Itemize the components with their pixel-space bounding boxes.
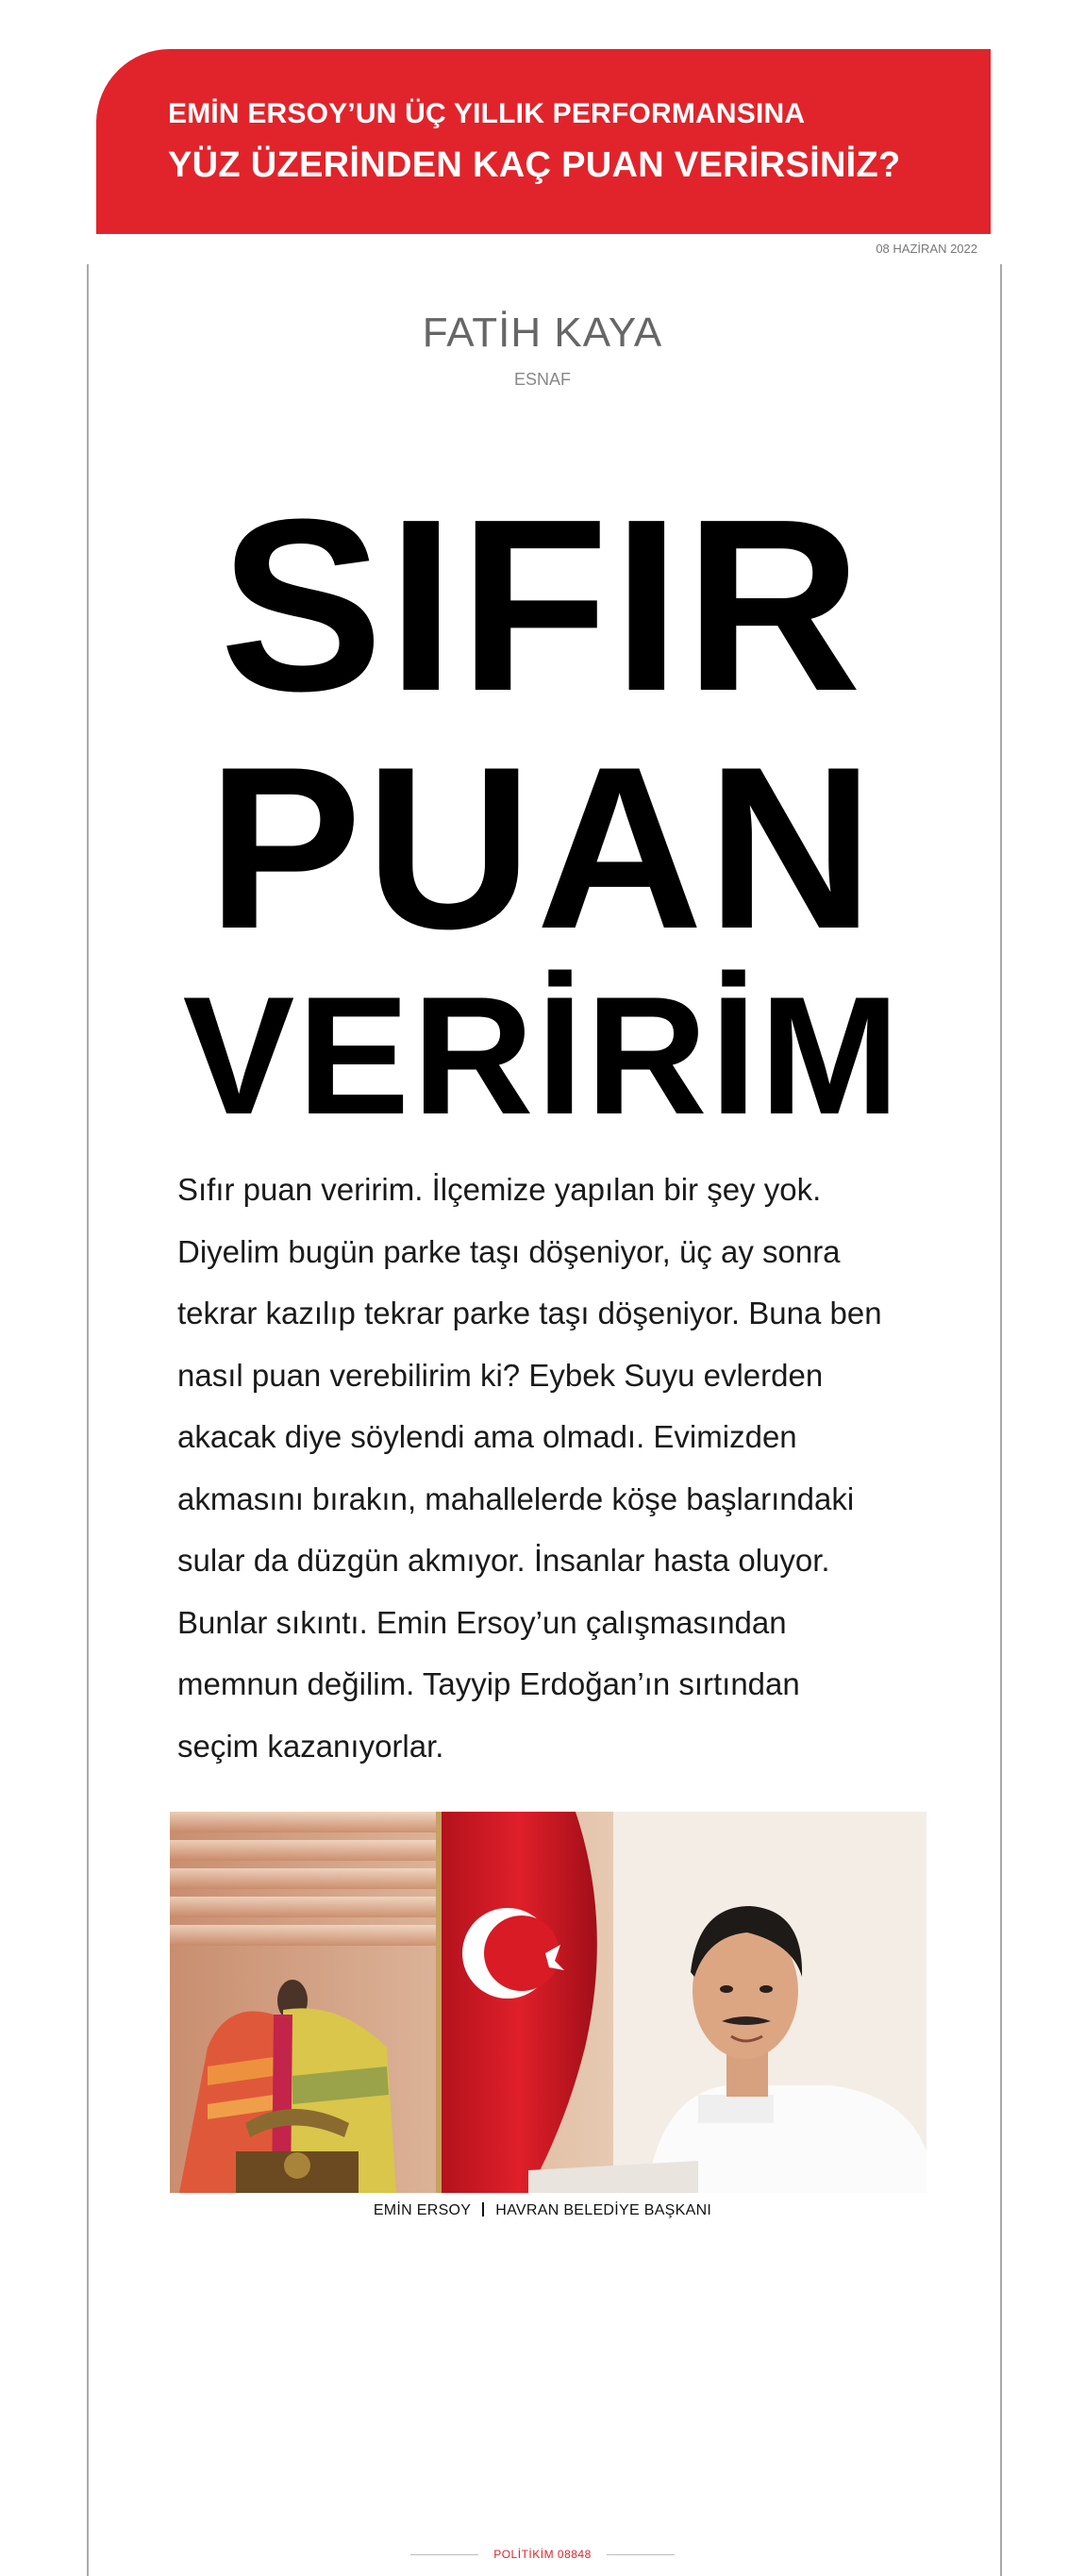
footer-label: POLİTİKİM 08848 <box>493 2548 592 2561</box>
body-line: nasıl puan verebilirim ki? Eybek Suyu evlerden <box>177 1357 824 1393</box>
body-line: sular da düzgün akmıyor. İnsanlar hasta oluyor. <box>177 1543 830 1578</box>
caption-name: EMİN ERSOY <box>373 2202 472 2218</box>
body-line: Sıfır puan veririm. İlçemize yapılan bir şey yok. <box>177 1172 822 1207</box>
author-role: ESNAF <box>513 370 571 389</box>
body-line: akacak diye söylendi ama olmadı. Evimizden <box>177 1419 797 1454</box>
mayor-photo <box>170 1812 926 2193</box>
body-line: seçim kazanıyorlar. <box>177 1728 444 1764</box>
headline-line-2: PUAN <box>207 718 878 977</box>
header-banner <box>96 49 991 234</box>
body-line: tekrar kazılıp tekrar parke taşı döşeniyor. Buna ben <box>177 1296 882 1330</box>
photo-caption <box>0 2202 1085 2219</box>
body-line: memnun değilim. Tayyip Erdoğan’ın sırtından <box>177 1666 800 1701</box>
body-line: akmasını bırakın, mahallelerde köşe başlarındaki <box>177 1480 855 1516</box>
banner-question-line-1: EMİN ERSOY’UN ÜÇ YILLIK PERFORMANSINA <box>168 98 806 129</box>
caption-separator <box>482 2202 484 2216</box>
publication-date: 08 HAZİRAN 2022 <box>876 242 977 256</box>
banner-question-line-2: YÜZ ÜZERİNDEN KAÇ PUAN VERİRSİNİZ? <box>168 145 901 185</box>
page-footer <box>0 2548 1085 2561</box>
article-body <box>177 1159 932 1777</box>
footer-rule-left <box>410 2554 478 2555</box>
headline-line-3: VERİRİM <box>182 962 903 1149</box>
footer-rule-right <box>607 2554 675 2555</box>
body-line: Diyelim bugün parke taşı döşeniyor, üç ay sonra <box>177 1233 841 1269</box>
author-name: FATİH KAYA <box>422 309 663 356</box>
headline-line-1: SIFIR <box>219 469 866 743</box>
body-line: Bunlar sıkıntı. Emin Ersoy’un çalışmasından <box>177 1604 787 1640</box>
caption-title: HAVRAN BELEDİYE BAŞKANI <box>495 2202 712 2218</box>
